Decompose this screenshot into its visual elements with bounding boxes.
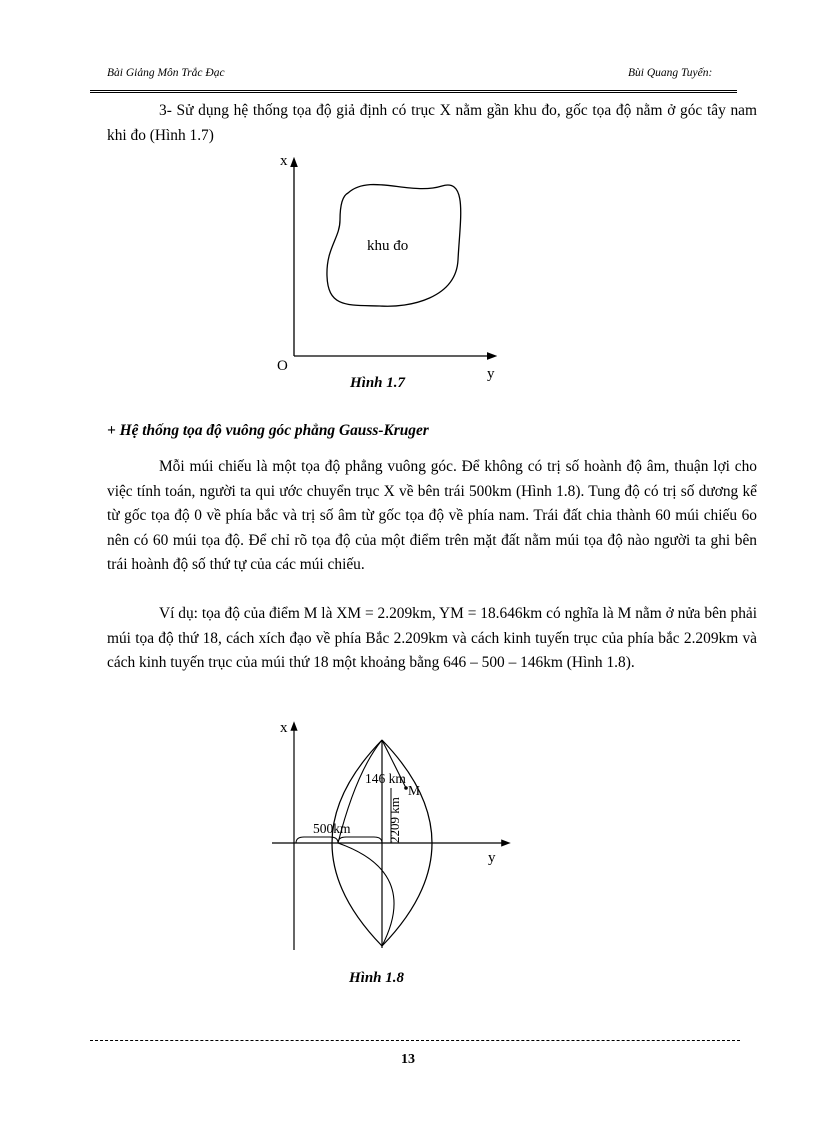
x-axis-label: x <box>280 720 288 736</box>
header-rule <box>90 90 737 97</box>
footer-rule <box>90 1040 740 1041</box>
figure-1-8 <box>260 712 520 962</box>
region-label: khu đo <box>367 238 409 254</box>
section3-paragraph: 3- Sử dụng hệ thống tọa độ giả định có trục X nằm gần khu đo, gốc tọa độ nằm ở góc tây nam khi đo (Hình 1.7) <box>107 102 757 144</box>
header-left: Bài Giảng Môn Trắc Đạc <box>107 67 225 79</box>
brace-meridian <box>338 837 382 843</box>
figure-1-7-caption: Hình 1.7 <box>350 375 406 391</box>
y-axis-label: y <box>487 366 495 382</box>
section-heading: + Hệ thống tọa độ vuông góc phẳng Gauss-Kruger <box>107 422 429 439</box>
label-500km: 500km <box>313 821 351 836</box>
figure-1-8-caption: Hình 1.8 <box>349 970 405 986</box>
x-axis-label: x <box>280 153 288 169</box>
page-number: 13 <box>401 1052 415 1067</box>
y-axis-label: y <box>488 850 496 866</box>
origin-label: O <box>277 358 288 374</box>
paragraph-gauss-kruger: Mỗi múi chiếu là một tọa độ phẳng vuông góc. Để không có trị số hoành độ âm, thuận lợi cho việc tính toán, người ta qui ước chuyển trục X về bên trái 500km (Hình 1.8). Tung độ có trị số dương kể từ gốc tọa độ 0 về phía bắc và trị số âm từ gốc tọa độ về phía nam. Trái đất chia thành 60 múi chiếu 6o nên có 60 múi tọa độ. Để chỉ rõ tọa độ của một điểm trên mặt đất nằm múi tọa độ nào người ta ghi bên trái hoành độ số thứ tự của các múi chiếu. <box>107 458 757 573</box>
label-m: M <box>408 783 421 798</box>
label-146-km: 146 km <box>365 771 406 786</box>
zone-inner-curve <box>338 843 394 946</box>
paragraph-example: Ví dụ: tọa độ của điểm M là XM = 2.209km, YM = 18.646km có nghĩa là M nằm ở nửa bên phải múi tọa độ thứ 18, cách xích đạo về phía Bắc 2.209km và cách kinh tuyến trục của phía bắc 2.209km và cách kinh tuyến trục của múi thứ 18 một khoảng bằng 646 – 500 – 146km (Hình 1.8). <box>107 605 757 671</box>
header-right: Bùi Quang Tuyến: <box>628 67 713 79</box>
label-2209-km: 2209 km <box>387 797 402 843</box>
figure-1-7 <box>260 148 510 383</box>
